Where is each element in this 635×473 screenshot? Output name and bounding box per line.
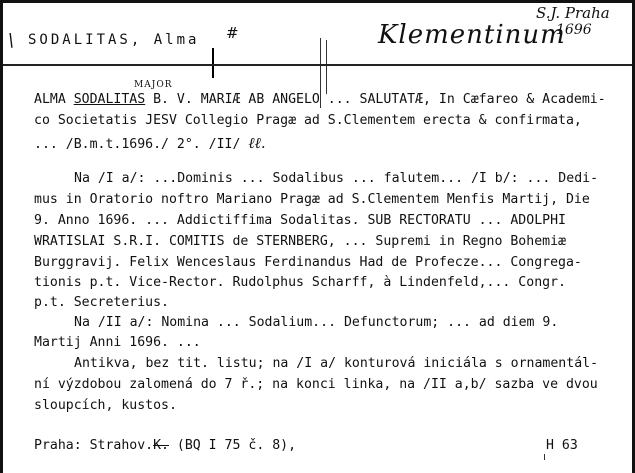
title-line: co Societatis JESV Collegio Pragæ ad S.Clementem erecta & confirmata, <box>34 113 582 128</box>
location-line <box>34 438 296 453</box>
content-line: tionis p.t. Vice-Rector. Rudolphus Scharff, à Lindenfeld,... Congr. <box>34 275 566 290</box>
content-line: Na /II a/: Nomina ... Sodalium... Defunctorum; ... ad diem 9. <box>74 315 559 330</box>
imprint-text: ... /B.m.t.1696./ 2°. /II/ <box>34 137 241 152</box>
call-number: H 63 <box>546 438 578 453</box>
location-text: (BQ I 75 č. 8), <box>168 438 297 453</box>
pencil-mark <box>212 48 214 78</box>
content-line: WRATISLAI S.R.I. COMITIS de STERNBERG, ... Supremi in Regno Bohemiæ <box>34 234 566 249</box>
imprint-line <box>34 134 266 153</box>
title-text: ALMA <box>34 92 74 107</box>
content-line: Na /I a/: ...Dominis ... Sodalibus ... falutem... /I b/: ... Dedi- <box>74 171 599 186</box>
description-line: sloupcích, kustos. <box>34 398 177 413</box>
call-number-tick <box>544 454 545 460</box>
shelf-note: S.J. Praha <box>536 4 610 22</box>
header-rule <box>3 64 632 66</box>
content-line: p.t. Secreterius. <box>34 295 169 310</box>
header-prefix-mark: \ <box>8 30 15 51</box>
correction-annotation: MAJOR <box>134 80 173 90</box>
location-text: Praha: Strahov. <box>34 438 154 453</box>
card-left-border <box>0 0 3 473</box>
card-heading: SODALITAS, Alma <box>28 32 200 48</box>
heading-mark: # <box>226 24 239 42</box>
description-line: Antikva, bez tit. listu; na /I a/ konturová iniciála s ornamentál- <box>74 356 599 371</box>
location-struck: K. <box>153 438 169 453</box>
shelf-year: 1696 <box>556 22 592 38</box>
content-line: mus in Oratorio noftro Mariano Pragæ ad S.Clementem Menfis Martij, Die <box>34 192 590 207</box>
handwritten-location: Klementinum <box>378 20 566 50</box>
content-line: 9. Anno 1696. ... Addictiffima Sodalitas. SUB RECTORATU ... ADOLPHI <box>34 213 566 228</box>
title-line <box>34 92 606 107</box>
imprint-handwritten: ℓℓ. <box>248 134 266 152</box>
pencil-line <box>326 40 327 94</box>
title-underlined: SODALITAS <box>73 92 146 107</box>
content-line: Martij Anni 1696. ... <box>34 335 201 350</box>
description-line: ní výzdobou zalomená do 7 ř.; na konci linka, na /II a,b/ sazba ve dvou <box>34 377 598 392</box>
title-text: B. V. MARIÆ AB ANGELO ... SALUTATÆ, In Cæfareo & Academi- <box>145 92 606 107</box>
content-line: Burggravij. Felix Wenceslaus Ferdinandus Had de Profecze... Congrega- <box>34 255 582 270</box>
card-top-border <box>0 0 635 3</box>
